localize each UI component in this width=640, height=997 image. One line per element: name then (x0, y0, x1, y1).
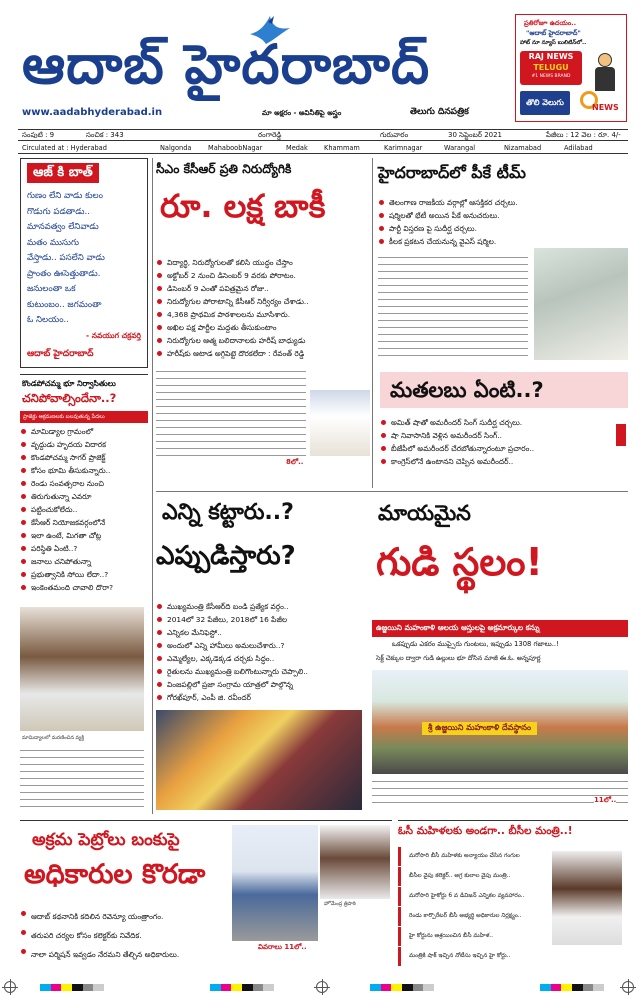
osi-story (398, 820, 628, 970)
aaj-ki-baat-box (20, 158, 148, 368)
osi-bullet: మరోసారి హైకోర్టు 6 వ డివిజన్ ఎన్నికల వ్యవహారం.. (398, 887, 548, 906)
prashant-kishor-photo (534, 248, 628, 360)
aaj-line: గుణం లేని వాడు కులం (27, 191, 104, 201)
gudi-headline: గుడి స్థలం! (376, 540, 543, 584)
matalabu-bullet: కాంగ్రెస్‌లోనే ఉంటానని చెప్పిన అమరీందర్.. (380, 455, 610, 468)
city-1: Nalgonda (160, 144, 192, 152)
kondapochamma-bullet: కొండపోచమ్మ సాగర్ ప్రాజెక్ట్ (20, 451, 148, 464)
osi-headline: ఓసీ మహిళలకు అండగా.. బీసీల మంత్రి..! (398, 825, 573, 837)
deceased-man-photo (20, 607, 144, 731)
column-rule (372, 158, 373, 488)
gudi-body-text (372, 778, 628, 808)
kcr-bullet: విద్యార్థి, నిరుద్యోగులతో కలిసి యుద్ధం చేస్తాం (156, 256, 370, 269)
kcr-bullet: నిరుద్యోగుల పోరాటాన్ని కేసీఆర్ నిర్వీర్యం చేశాడు.. (156, 295, 370, 308)
city-8: Adilabad (564, 144, 593, 152)
aaj-line: ప్రాంతం ఊసెత్తుతాడు. (27, 268, 101, 279)
color-bar (370, 984, 434, 991)
aaj-line: గొడుగు పడతాడు.. (27, 206, 90, 217)
enni-kattaru-story (156, 496, 366, 814)
day: గురువారం (380, 131, 409, 139)
kondapochamma-bullet: పట్టించుకోలేదు.. (20, 503, 148, 516)
matalabu-story (380, 372, 628, 490)
petrol-bunk-story (20, 820, 392, 970)
kondapochamma-bullet: ఇంకెంతమంది చావాలి దొరా? (20, 581, 148, 594)
pk-bullets (378, 196, 628, 248)
raj-news-logo (520, 51, 582, 85)
enni-kattaru-bullet: గోరఖ్‌పూర్, ఎంపీ జి. రవీందర్ (156, 691, 366, 704)
enni-kattaru-bullet: ఎమ్మెల్యేల, ఎక్కడెక్కడ చర్చకు సిద్ధం.. (156, 652, 366, 665)
section-rule (156, 491, 628, 492)
matalabu-bullet: షా నివాసానికి వెళ్లిన అమరీందర్ సింగ్.. (380, 429, 610, 442)
gudi-subhead: ఉజ్జయిని మహంకాళి ఆలయ ఆస్తులపై అక్రమార్కుల కన్ను (372, 620, 628, 637)
kondapochamma-story (20, 374, 148, 814)
enni-kattaru-bullet: వింజపల్లిలో ప్రజా సంగ్రామ యాత్రలో పాల్గొన్న (156, 678, 366, 691)
enni-kattaru-line1: ఎన్ని కట్టారు..? (162, 500, 294, 525)
aaj-line: మానవత్వం లేనివాడు (27, 222, 99, 232)
kondapochamma-bullet: రెండు సంవత్సరాల నుంచి (20, 477, 148, 490)
news-logo (578, 91, 622, 117)
rally-photo (156, 710, 362, 810)
osi-bullet: హై కోర్టును ఆశ్రయించిన బీసీ మహిళ.. (398, 927, 548, 946)
issue-number: సంచిక : 343 (86, 131, 124, 139)
kondapochamma-bullet: మామిడ్యాల గ్రామంలో (20, 425, 148, 438)
petrol-bullet: నాలా పర్మిషన్ ఇవ్వడం నేరమని తేల్చిన అధికారులు. (20, 945, 230, 964)
aaj-line: జనులంతా ఒక (27, 284, 76, 294)
enni-kattaru-bullet: ముఖ్యమంత్రి కేసీఆర్‌ది బండి ప్రత్యేక వర్గం.. (156, 600, 366, 613)
aaj-brand: ఆదాబ్ హైదరాబాద్ (27, 349, 94, 359)
temple-photo (372, 670, 628, 774)
place: రంగారెడ్డి (258, 131, 282, 139)
enni-kattaru-bullet: 2014లో 32 పేజీలు, 2018లో 16 పేజీల (156, 613, 366, 626)
petrol-line2: అధికారుల కొరడా (24, 859, 206, 890)
city-2: MahaboobNagar (208, 144, 263, 152)
pk-bullet: కీలక ప్రకటన చేయనున్న వైఎస్ షర్మిల. (378, 235, 628, 248)
city-4: Khammam (324, 144, 360, 152)
tagline: మా అక్షరం - అవినీతిపై అస్త్రం (262, 109, 342, 117)
matalabu-bullet: అమిత్ షాతో అమరీందర్ సింగ్ సుదీర్ఘ చర్చలు. (380, 416, 610, 429)
kondapochamma-bullet: ఇలా ఉంటే, మిగతా చోట్ల (20, 529, 148, 542)
kondapochamma-bullets (20, 425, 148, 594)
pk-team-story (378, 158, 628, 366)
cartoon-figure-icon (590, 53, 620, 93)
pk-bullet: పార్టీ విస్తరణ పై సుదీర్ఘ చర్చలు. (378, 222, 628, 235)
city-3: Medak (286, 144, 308, 152)
petrol-bullet: ఆదాబ్ కథనానికి కదిలిన రెవెన్యూ యంత్రాంగం. (20, 907, 230, 926)
gudi-kicker: మాయమైన (378, 501, 471, 525)
petrol-more: వివరాలు 11లో.. (258, 943, 307, 951)
enni-kattaru-bullet: ఎన్నికల మేనిఫెస్టో.. (156, 626, 366, 639)
kcr-more: 8లో.. (286, 458, 304, 466)
paper-type: తెలుగు దినపత్రిక (410, 107, 469, 117)
volume: సంపుటి : 9 (22, 131, 55, 139)
column-rule (152, 158, 153, 814)
enni-kattaru-bullets (156, 600, 366, 704)
pages-price: పేజీలు : 12 వెల : రూ. 4/- (546, 131, 621, 139)
pk-bullet: తెలంగాణ రాజకీయ వర్గాల్లో ఆసక్తికర చర్చలు. (378, 196, 628, 209)
website-url[interactable]: www.aadabhyderabad.in (22, 107, 163, 118)
matalabu-bullet: బీజేపీలో అమరీందర్ చేరబోతున్నారంటూ ప్రచారం.. (380, 442, 610, 455)
osi-bullet: రెండు కార్పొరేటర్ బీసీ అభ్యర్థి అధికారుల నిర్లక్ష్యం.. (398, 907, 548, 926)
circulated-at: Circulated at : Hyderabad (22, 144, 107, 152)
raj-news-line2: TELUGU (533, 63, 569, 72)
kcr-bullet: అఖిల పక్ష పార్టీల మద్దతు తీసుకుంటాం (156, 321, 370, 334)
osi-bullet: మంత్రికి షాక్ ఇచ్చిన నోటీసు ఇచ్చిన హై కోర్టు.. (398, 947, 548, 966)
toli-velugu-logo: తొలి వెలుగు (520, 91, 570, 115)
matalabu-banner (380, 372, 628, 408)
color-bar (540, 984, 604, 991)
petrol-bunk-photo (232, 825, 318, 941)
aaj-line: కుటుంబం.. జగమంతా (27, 299, 102, 310)
kondapochamma-subhead: ప్రాజెక్టు ఆక్రమణలకు బలవుతున్న పేదలు (20, 411, 148, 423)
masthead (0, 0, 640, 128)
issue-bar (18, 129, 628, 141)
aaj-line: ఓ నిలయం.. (27, 315, 70, 325)
kondapochamma-bullet: జనాలు చనిపోతున్నా (20, 555, 148, 568)
aaj-ki-baat-lines (27, 189, 145, 329)
registration-mark-icon (622, 981, 634, 993)
city-6: Warangal (444, 144, 476, 152)
osi-bullet: బీసీల వైపు కలెక్టర్.. అగ్ర కులాల వైపు మంత్రి.. (398, 867, 548, 886)
aaj-signature: - నవయుగ చక్రవర్తి (86, 331, 141, 340)
kondapochamma-caption: మామిడ్యాలలో మరణించిన వ్యక్తి (22, 735, 84, 741)
minister-photo (552, 851, 622, 945)
city-5: Karimnagar (384, 144, 423, 152)
page-8-tag (616, 424, 626, 446)
promo-line3: హాట్ నూ న్యూస్ బులిటిన్‌లో.. (520, 40, 587, 46)
news-logo-label: NEWS (592, 103, 619, 112)
kcr-bullets (156, 256, 370, 360)
enni-kattaru-line2: ఎప్పుడిస్తారు? (156, 541, 296, 571)
kcr-body-text (156, 368, 306, 456)
aaj-line: వేస్తాడు.. పసలేని వాడు (27, 253, 105, 263)
registration-mark-icon (4, 981, 16, 993)
petrol-bullet: తరుపరి చర్యల కోసం కలెక్టర్‌కు నివేదిక. (20, 926, 230, 945)
kcr-bullet: నిరుద్యోగుల ఆత్మ బలిదానాలకు హరీష్ బాధ్యుడు (156, 334, 370, 347)
temple-sign: శ్రీ ఉజ్జయిని మహంకాళి దేవస్థానం (422, 722, 537, 735)
gudi-dek2: సెక్ట్ చెక్కుల ద్వారా గుడి ఉల్లులు భూ దోసిన మాజీ ఈ.ఓ. అన్నపూర్ణ (376, 654, 541, 662)
kondapochamma-body-text (20, 747, 144, 813)
kondapochamma-bullet: పరిస్థితి ఏంటి..? (20, 542, 148, 555)
kondapochamma-headline: చనిపోవాల్సిందేనా..? (22, 391, 117, 405)
city-7: Nizamabad (504, 144, 542, 152)
kcr-bullet: డిసెంబర్ 9 ఎంతో పవిత్రమైన రోజు.. (156, 282, 370, 295)
petrol-line1: అక్రమ పెట్రోలు బంకుపై (32, 830, 180, 850)
raj-news-tag: #1 NEWS BRAND (531, 74, 571, 79)
registration-mark-icon (316, 981, 328, 993)
masthead-title: ఆదాబ్ హైదరాబాద్ (22, 33, 431, 96)
circulation-bar (18, 143, 628, 154)
color-bar (40, 984, 104, 991)
kondapochamma-bullet: ప్రభుత్వానికి సోయి లేదా..? (20, 568, 148, 581)
official-photo (320, 825, 390, 899)
date: 30 సెప్టెంబర్ 2021 (448, 131, 503, 139)
promo-box (515, 14, 627, 122)
kcr-story (156, 158, 370, 488)
kondapochamma-bullet: వృద్దుడు హృదయ విదారక (20, 438, 148, 451)
osi-bullets (398, 847, 548, 967)
gudi-sthalam-story (372, 496, 628, 814)
kondapochamma-kicker: కొండపోచమ్మ భూ నిర్వాసితులు (22, 379, 116, 388)
osi-bullet: మరోసారి బీసీ మహిళకు అన్యాయం చేసిన గంగుల (398, 847, 548, 866)
promo-line2: "ఆదాబ్ హైదరాబాద్" (526, 29, 581, 37)
promo-line1: ప్రతిరోజూ ఉదయం.. (524, 19, 577, 27)
kcr-bullet: అక్టోబర్ 2 నుంచి డిసెంబర్ 9 వరకు పోరాటం. (156, 269, 370, 282)
kondapochamma-bullet: తిరుగుతున్నా ఎవరూ (20, 490, 148, 503)
pk-bullet: షర్మిలతో భేటీ అయిన పీకే అనుచరులు. (378, 209, 628, 222)
matalabu-bullets (380, 416, 610, 468)
matalabu-headline: మతలబు ఏంటి..? (390, 378, 544, 402)
gudi-dek1: ఒకప్పుడు ఎకరం ముప్పైరు గుంటలు, ఇప్పుడు 1308 గజాలు..! (392, 640, 559, 648)
kondapochamma-bullet: కేసీఆర్ నియోజకవర్గంలోనే (20, 516, 148, 529)
kondapochamma-bullet: కోసం భూమి తీసుకున్నారు.. (20, 464, 148, 477)
pk-headline: హైదరాబాద్‌లో పీకే టీమ్ (378, 163, 526, 182)
aaj-ki-baat-heading: ఆజ్ కి బాత్ (27, 163, 99, 183)
official-caption: హోమేంద్ర త్రిపాఠి (324, 901, 356, 907)
kcr-bullet: 4,368 ప్రాథమిక పాఠశాలలను మూసేశారు. (156, 308, 370, 321)
aaj-line: మతం ముసుగు (27, 237, 79, 248)
enni-kattaru-bullet: రైతులను ముఖ్యమంత్రి బలిగొంటున్నారు చెప్పాలి.. (156, 665, 366, 678)
kcr-bullet: హరీష్‌కు ఆటాడ అగ్గిపెట్టె దొరకలేదా : రేవంత్ రెడ్డి (156, 347, 370, 360)
petrol-bullets (20, 907, 230, 964)
kcr-headline: రూ. లక్ష బాకీ (160, 187, 326, 225)
pk-body-text (378, 254, 528, 358)
raj-news-line1: RAJ NEWS (528, 52, 574, 61)
revanth-reddy-photo (310, 390, 370, 456)
color-bar (210, 984, 274, 991)
enni-kattaru-bullet: అందులో ఎన్ని హామీలు అమలుచేశారు..? (156, 639, 366, 652)
kcr-kicker: సీఎం కేసీఆర్ ప్రతి నిరుద్యోగికి (156, 162, 292, 176)
gudi-more: 11లో.. (594, 796, 617, 804)
